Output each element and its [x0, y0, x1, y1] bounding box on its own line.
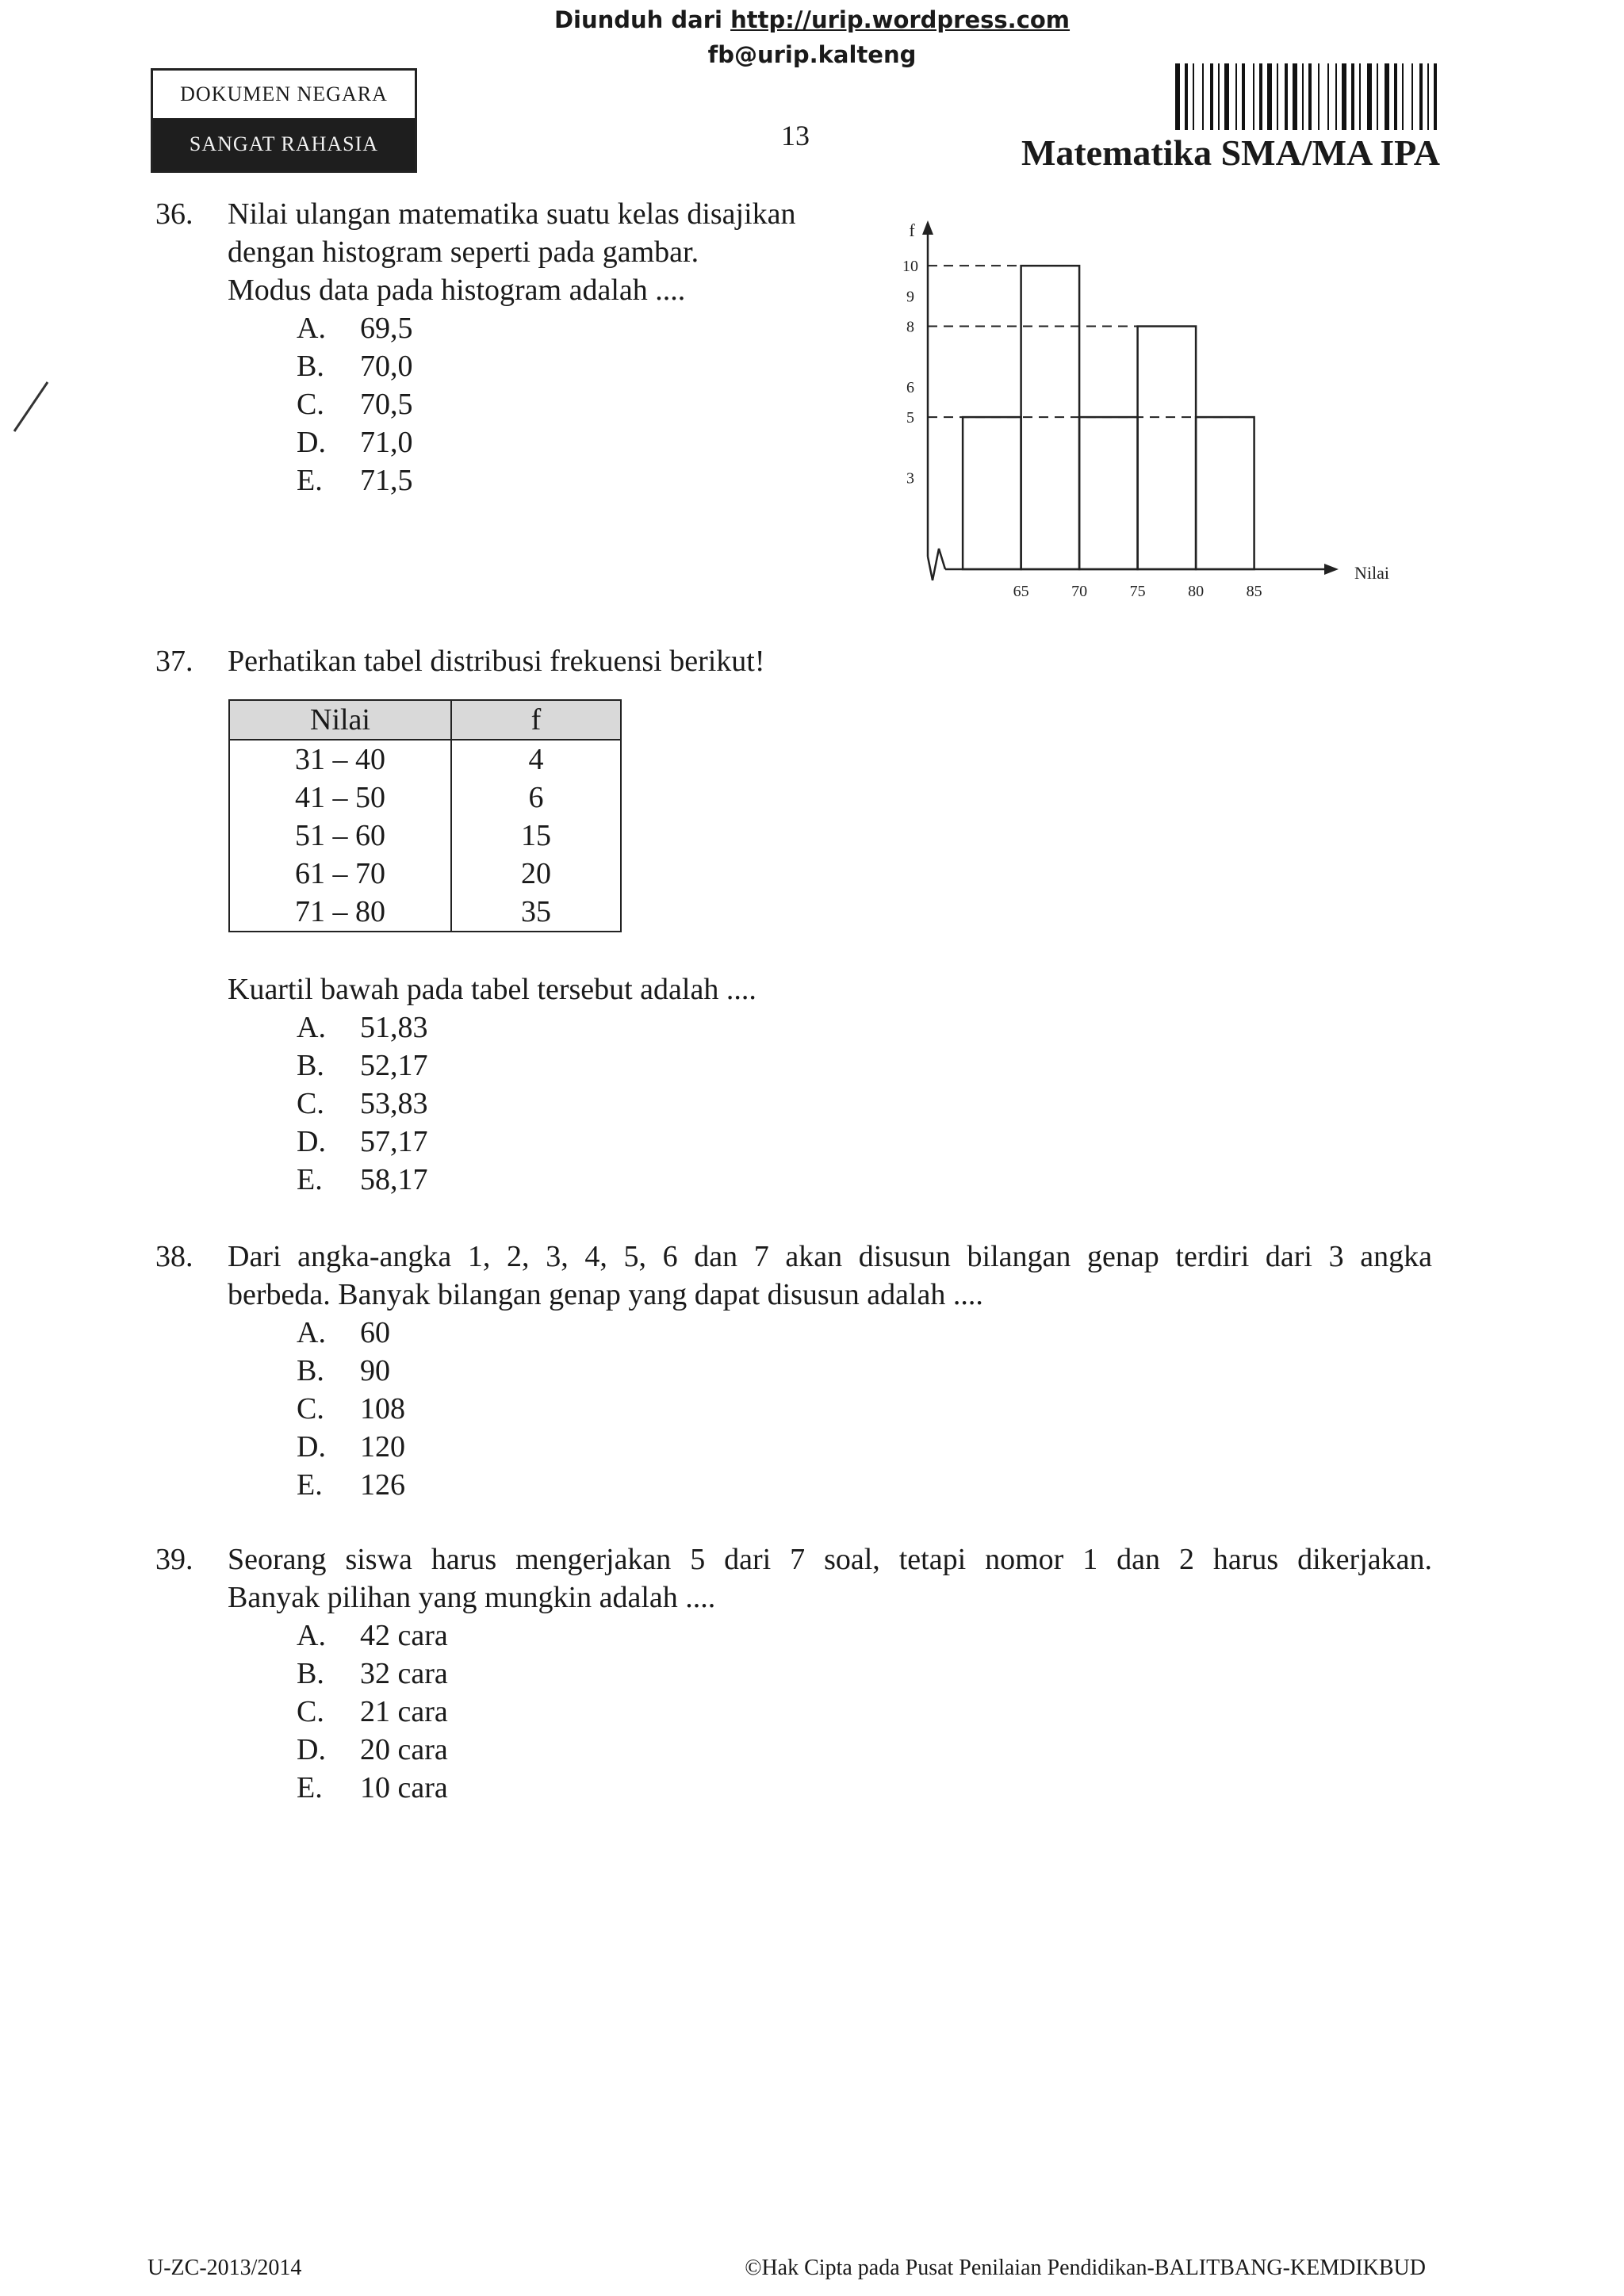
question-38 — [155, 1238, 1432, 1523]
histogram-bar — [1138, 327, 1197, 569]
barcode-bar — [1394, 63, 1397, 130]
barcode-icon — [1175, 63, 1437, 130]
option-b[interactable]: B. 90 — [297, 1354, 390, 1387]
axis-break — [928, 549, 945, 580]
barcode-bar — [1351, 63, 1354, 130]
x-tick-label: 65 — [1013, 583, 1029, 600]
barcode-bar — [1377, 63, 1378, 130]
histogram-bar — [1196, 417, 1254, 569]
answer-options — [297, 1314, 405, 1504]
option-a[interactable]: A. 69,5 — [297, 312, 413, 345]
y-tick-label: 9 — [906, 288, 914, 306]
barcode-bar — [1411, 63, 1413, 130]
option-d[interactable]: D. 57,17 — [297, 1125, 428, 1158]
answer-options — [297, 309, 413, 499]
y-tick-label: 6 — [906, 378, 914, 396]
barcode-bar — [1210, 63, 1213, 130]
subject-title: Matematika SMA/MA IPA — [1021, 132, 1440, 173]
question-text: Nilai ulangan matematika suatu kelas disajikan dengan histogram seperti pada gambar. Modus data pada histogram adalah .... — [228, 197, 796, 307]
barcode-bar — [1185, 63, 1188, 130]
option-c[interactable]: C. 70,5 — [297, 388, 413, 421]
col-header-nilai: Nilai — [229, 700, 451, 740]
question-number: 37. — [155, 645, 193, 678]
barcode-bar — [1193, 63, 1194, 130]
x-axis-arrow — [1324, 564, 1339, 575]
barcode-bar — [1253, 63, 1254, 130]
option-e[interactable]: E. 10 cara — [297, 1771, 448, 1804]
answer-options — [297, 1008, 428, 1199]
barcode-bar — [1427, 63, 1429, 130]
table-row: 51 – 60 15 — [229, 817, 621, 855]
option-a[interactable]: A. 51,83 — [297, 1011, 428, 1044]
option-b[interactable]: B. 70,0 — [297, 350, 413, 383]
document-classification-box — [151, 68, 417, 173]
option-d[interactable]: D. 20 cara — [297, 1733, 448, 1766]
table-row: 41 – 50 6 — [229, 779, 621, 817]
frequency-table — [228, 699, 622, 932]
barcode-bar — [1175, 63, 1180, 130]
x-tick-label: 80 — [1188, 583, 1205, 600]
barcode-bar — [1359, 63, 1361, 130]
barcode-bar — [1385, 63, 1389, 130]
x-tick-label: 70 — [1071, 583, 1088, 600]
barcode-bar — [1327, 63, 1329, 130]
x-axis-label: Nilai — [1354, 563, 1389, 583]
barcode-bar — [1402, 63, 1404, 130]
barcode-bar — [1267, 63, 1272, 130]
barcode-bar — [1318, 63, 1320, 130]
barcode-bar — [1367, 63, 1372, 130]
barcode-bar — [1335, 63, 1337, 130]
x-tick-label: 85 — [1246, 583, 1262, 600]
option-b[interactable]: B. 32 cara — [297, 1657, 448, 1690]
col-header-f: f — [451, 700, 621, 740]
barcode-bar — [1224, 63, 1229, 130]
histogram-chart — [872, 208, 1427, 604]
barcode-bar — [1218, 63, 1220, 130]
source-link[interactable]: http://urip.wordpress.com — [730, 6, 1071, 33]
y-axis-arrow — [922, 220, 933, 235]
option-a[interactable]: A. 60 — [297, 1316, 390, 1349]
secret-label: SANGAT RAHASIA — [153, 118, 415, 170]
doc-label: DOKUMEN NEGARA — [180, 82, 388, 105]
barcode-bar — [1342, 63, 1346, 130]
option-e[interactable]: E. 58,17 — [297, 1163, 428, 1196]
footer-copyright: ©Hak Cipta pada Pusat Penilaian Pendidikan-BALITBANG-KEMDIKBUD — [745, 2256, 1426, 2280]
question-number: 39. — [155, 1543, 193, 1576]
pen-mark-icon — [11, 379, 51, 434]
barcode-bar — [1235, 63, 1237, 130]
barcode-bar — [1242, 63, 1245, 130]
answer-options — [297, 1617, 448, 1807]
question-36 — [155, 195, 869, 512]
y-tick-label: 3 — [906, 469, 914, 488]
barcode-bar — [1285, 63, 1288, 130]
footer-code: U-ZC-2013/2014 — [147, 2256, 302, 2280]
y-tick-label: 8 — [906, 318, 914, 336]
barcode-bar — [1419, 63, 1423, 130]
barcode-bar — [1202, 63, 1204, 130]
option-c[interactable]: C. 108 — [297, 1392, 405, 1425]
barcode-bar — [1302, 63, 1304, 130]
option-a[interactable]: A. 42 cara — [297, 1619, 448, 1652]
barcode-bar — [1308, 63, 1312, 130]
source-fb: fb@urip.kalteng — [707, 41, 917, 68]
histogram-bar — [963, 417, 1021, 569]
y-tick-label: 5 — [906, 409, 914, 427]
question-text: Seorang siswa harus mengerjakan 5 dari 7 soal, tetapi nomor 1 dan 2 harus dikerjakan. Banyak pilihan yang mungkin adalah .... — [228, 1543, 1432, 1614]
x-tick-label: 75 — [1129, 583, 1146, 600]
barcode-bar — [1259, 63, 1262, 130]
option-b[interactable]: B. 52,17 — [297, 1049, 428, 1082]
table-row: 31 – 40 4 — [229, 740, 621, 779]
question-followup-text: Kuartil bawah pada tabel tersebut adalah .... — [228, 973, 756, 1006]
question-text: Perhatikan tabel distribusi frekuensi berikut! — [228, 645, 765, 678]
question-37 — [155, 642, 948, 1213]
barcode-bar — [1277, 63, 1278, 130]
option-e[interactable]: E. 71,5 — [297, 464, 413, 497]
question-text: Dari angka-angka 1, 2, 3, 4, 5, 6 dan 7 akan disusun bilangan genap terdiri dari 3 angka berbeda. Banyak bilangan genap yang dapat disusun adalah .... — [228, 1240, 1432, 1311]
question-39 — [155, 1540, 1432, 1826]
question-number: 36. — [155, 197, 193, 231]
option-c[interactable]: C. 53,83 — [297, 1087, 428, 1120]
page-number: 13 — [781, 120, 810, 151]
barcode-bar — [1434, 63, 1437, 130]
table-row: 71 – 80 35 — [229, 893, 621, 932]
source-line: Diunduh dari http://urip.wordpress.com — [553, 6, 1071, 33]
barcode-bar — [1293, 63, 1297, 130]
table-header-row — [229, 700, 621, 740]
y-tick-label: 10 — [902, 258, 918, 276]
question-number: 38. — [155, 1240, 193, 1273]
option-c[interactable]: C. 21 cara — [297, 1695, 448, 1728]
option-d[interactable]: D. 71,0 — [297, 426, 413, 459]
table-row: 61 – 70 20 — [229, 855, 621, 893]
histogram-bar — [1079, 417, 1138, 569]
option-e[interactable]: E. 126 — [297, 1468, 405, 1502]
y-axis-label: f — [909, 220, 915, 240]
option-d[interactable]: D. 120 — [297, 1430, 405, 1464]
